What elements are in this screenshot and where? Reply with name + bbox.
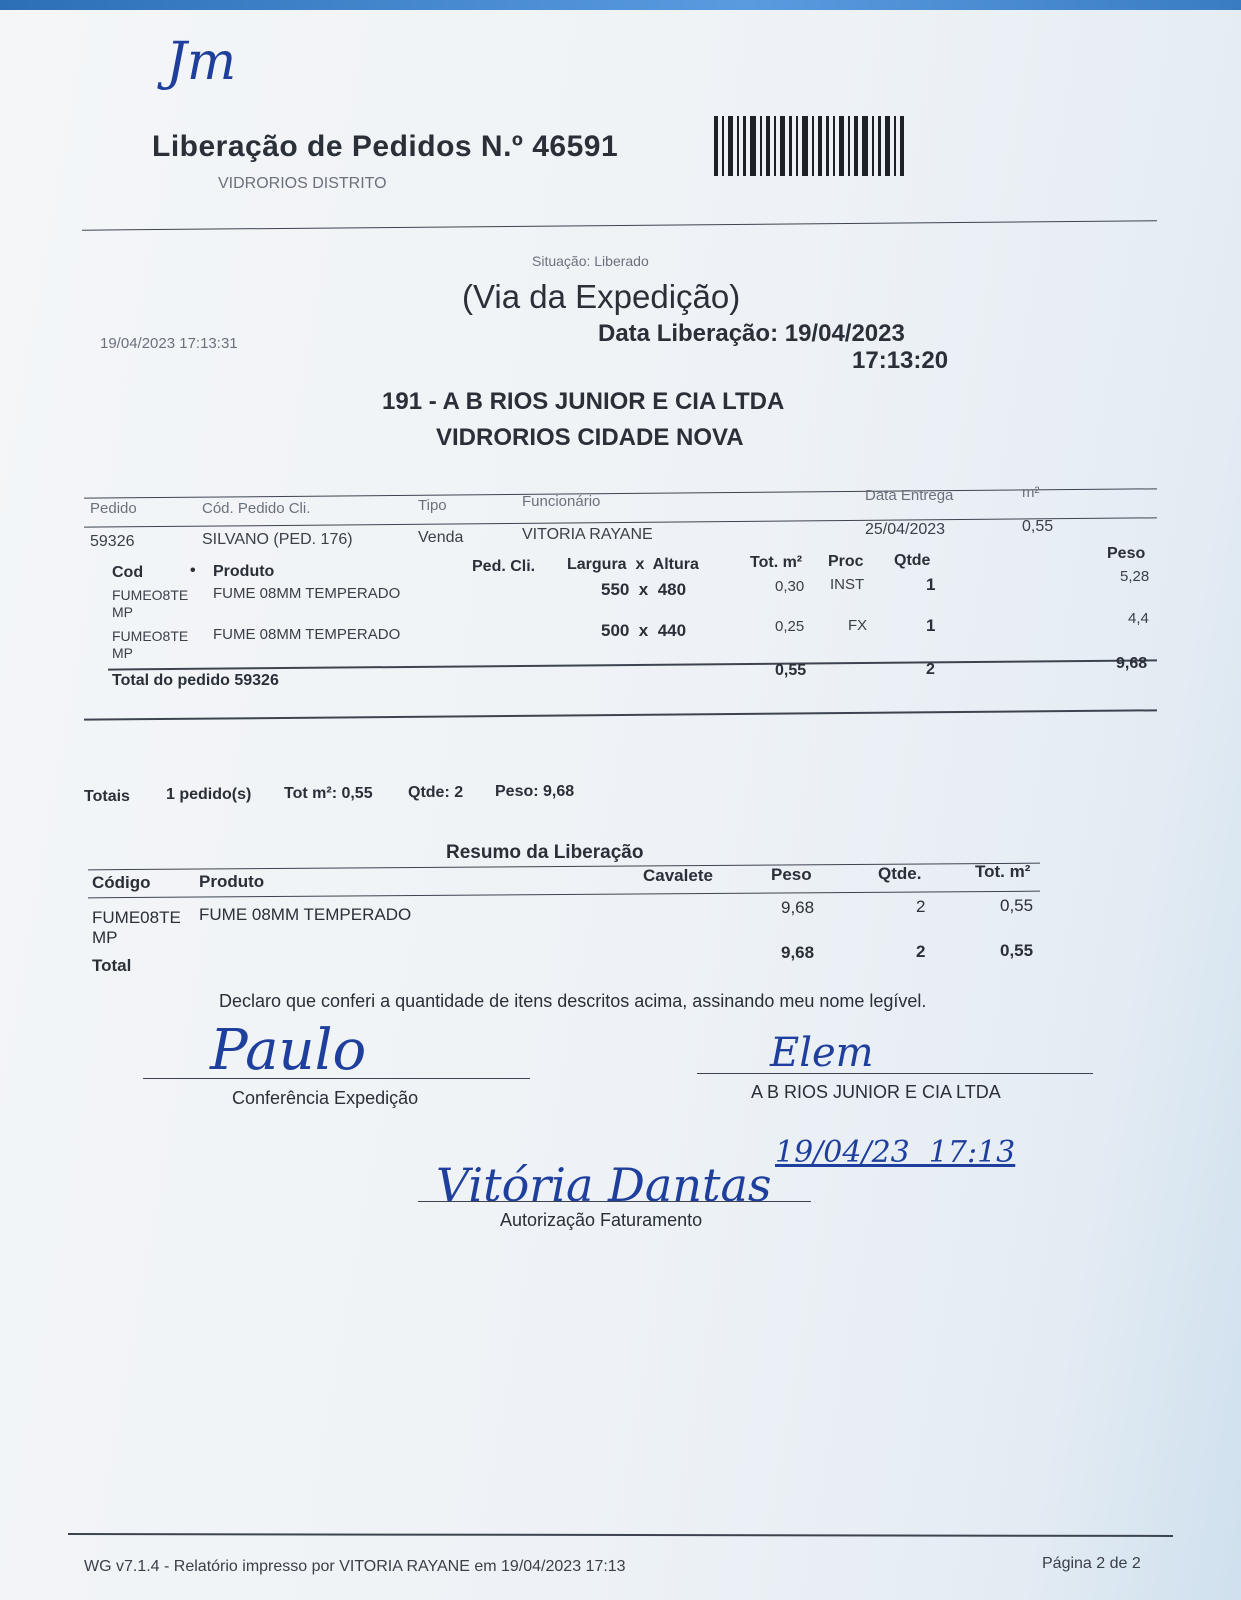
totals-qtde: Qtde: 2 xyxy=(408,784,464,801)
divider xyxy=(84,488,1157,498)
summary-peso-header: Peso xyxy=(771,865,812,884)
summary-product: FUME 08MM TEMPERADO xyxy=(199,905,412,924)
summary-code: FUME08TE xyxy=(92,908,181,927)
items-totm2-header: Tot. m² xyxy=(750,554,803,571)
signature-line xyxy=(697,1073,1093,1074)
col-tipo-header: Tipo xyxy=(418,497,447,514)
conferencia-label: Conferência Expedição xyxy=(232,1088,419,1108)
item-code-suffix: MP xyxy=(112,645,133,661)
handwritten-datetime: 19/04/23 17:13 xyxy=(775,1135,1016,1170)
items-qtde-header: Qtde xyxy=(894,552,931,569)
footer-divider xyxy=(68,1533,1173,1537)
summary-totm2-header: Tot. m² xyxy=(975,862,1031,881)
client-order-code: SILVANO (PED. 176) xyxy=(202,531,353,548)
col-cod-pedido-cli-header: Cód. Pedido Cli. xyxy=(202,500,311,517)
items-proc-header: Proc xyxy=(828,553,864,570)
order-m2: 0,55 xyxy=(1022,518,1054,535)
copy-type-title: (Via da Expedição) xyxy=(462,278,741,315)
item-code: FUMEO8TE xyxy=(112,628,189,644)
item-qtde: 1 xyxy=(926,575,936,594)
barcode xyxy=(714,116,904,176)
signature-conferencia: Paulo xyxy=(210,1018,367,1083)
order-total-peso: 9,68 xyxy=(1116,655,1148,672)
order-total-qtde: 2 xyxy=(926,661,935,678)
employee-name: VITORIA RAYANE xyxy=(522,526,653,543)
document-page xyxy=(0,10,1241,1600)
order-number: 59326 xyxy=(90,533,135,550)
divider xyxy=(82,220,1157,230)
summary-total-label: Total xyxy=(92,956,132,975)
summary-codigo-header: Código xyxy=(92,873,151,892)
summary-peso: 9,68 xyxy=(781,898,815,917)
col-funcionario-header: Funcionário xyxy=(522,493,601,510)
items-cod-header: Cod xyxy=(112,564,144,581)
signature-line xyxy=(418,1201,811,1202)
totals-peso: Peso: 9,68 xyxy=(495,783,575,800)
item-product: FUME 08MM TEMPERADO xyxy=(213,626,401,643)
item-tot-m2: 0,25 xyxy=(775,618,805,635)
summary-total-peso: 9,68 xyxy=(781,943,815,962)
signature-cliente: Elem xyxy=(770,1030,874,1076)
summary-cavalete-header: Cavalete xyxy=(643,866,713,885)
summary-title: Resumo da Liberação xyxy=(446,842,644,863)
col-data-entrega-header: Data Entrega xyxy=(865,487,954,504)
item-peso: 4,4 xyxy=(1128,610,1149,627)
customer-name: 191 - A B RIOS JUNIOR E CIA LTDA xyxy=(382,388,785,415)
customer-store: VIDRORIOS CIDADE NOVA xyxy=(436,424,744,451)
declaration-text: Declaro que conferi a quantidade de itens descritos acima, assinando meu nome legível. xyxy=(219,991,927,1011)
signature-autorizacao: Vitória Dantas xyxy=(436,1158,772,1212)
item-code-suffix: MP xyxy=(112,604,133,620)
items-dim-header: Largura x Altura xyxy=(567,556,699,573)
issuer-company: VIDRORIOS DISTRITO xyxy=(218,175,387,192)
document-title: Liberação de Pedidos N.º 46591 xyxy=(152,130,619,163)
totals-m2: Tot m²: 0,55 xyxy=(284,785,373,802)
signature-line xyxy=(143,1078,530,1079)
summary-total-qtde: 2 xyxy=(916,942,926,961)
summary-qtde: 2 xyxy=(916,897,926,916)
item-product: FUME 08MM TEMPERADO xyxy=(213,585,401,602)
divider xyxy=(84,709,1157,720)
summary-tot-m2: 0,55 xyxy=(1000,896,1034,915)
item-peso: 5,28 xyxy=(1120,568,1150,585)
summary-produto-header: Produto xyxy=(199,872,265,891)
cliente-label: A B RIOS JUNIOR E CIA LTDA xyxy=(751,1082,1001,1102)
footer-text: WG v7.1.4 - Relatório impresso por VITORIA RAYANE em 19/04/2023 17:13 xyxy=(84,1558,626,1575)
delivery-date: 25/04/2023 xyxy=(865,521,946,538)
bullet-icon: • xyxy=(190,562,196,579)
totals-label: Totais xyxy=(84,788,130,805)
col-m2-header: m² xyxy=(1022,484,1040,501)
item-tot-m2: 0,30 xyxy=(775,578,805,595)
autorizacao-label: Autorização Faturamento xyxy=(500,1210,703,1230)
item-dimensions: 500 x 440 xyxy=(601,621,687,640)
order-total-m2: 0,55 xyxy=(775,662,807,679)
summary-code-suffix: MP xyxy=(92,928,118,947)
item-dimensions: 550 x 480 xyxy=(601,580,687,599)
col-pedido-header: Pedido xyxy=(90,500,137,517)
page-number: Página 2 de 2 xyxy=(1042,1555,1141,1572)
divider xyxy=(108,659,1157,670)
summary-qtde-header: Qtde. xyxy=(878,864,922,883)
status-label: Situação: Liberado xyxy=(532,253,649,269)
order-type: Venda xyxy=(418,529,464,546)
print-timestamp: 19/04/2023 17:13:31 xyxy=(100,335,238,352)
totals-orders: 1 pedido(s) xyxy=(166,786,252,803)
items-produto-header: Produto xyxy=(213,563,275,580)
release-time: 17:13:20 xyxy=(852,347,949,374)
summary-total-tot-m2: 0,55 xyxy=(1000,941,1034,960)
item-qtde: 1 xyxy=(926,616,936,635)
handwritten-mark: Jm xyxy=(166,32,237,92)
items-pedcli-header: Ped. Cli. xyxy=(472,558,536,575)
item-proc: INST xyxy=(830,576,865,593)
item-proc: FX xyxy=(848,617,868,634)
release-date: Data Liberação: 19/04/2023 xyxy=(598,320,905,347)
item-code: FUMEO8TE xyxy=(112,587,189,603)
items-peso-header: Peso xyxy=(1107,545,1146,562)
order-total-label: Total do pedido 59326 xyxy=(112,672,279,689)
